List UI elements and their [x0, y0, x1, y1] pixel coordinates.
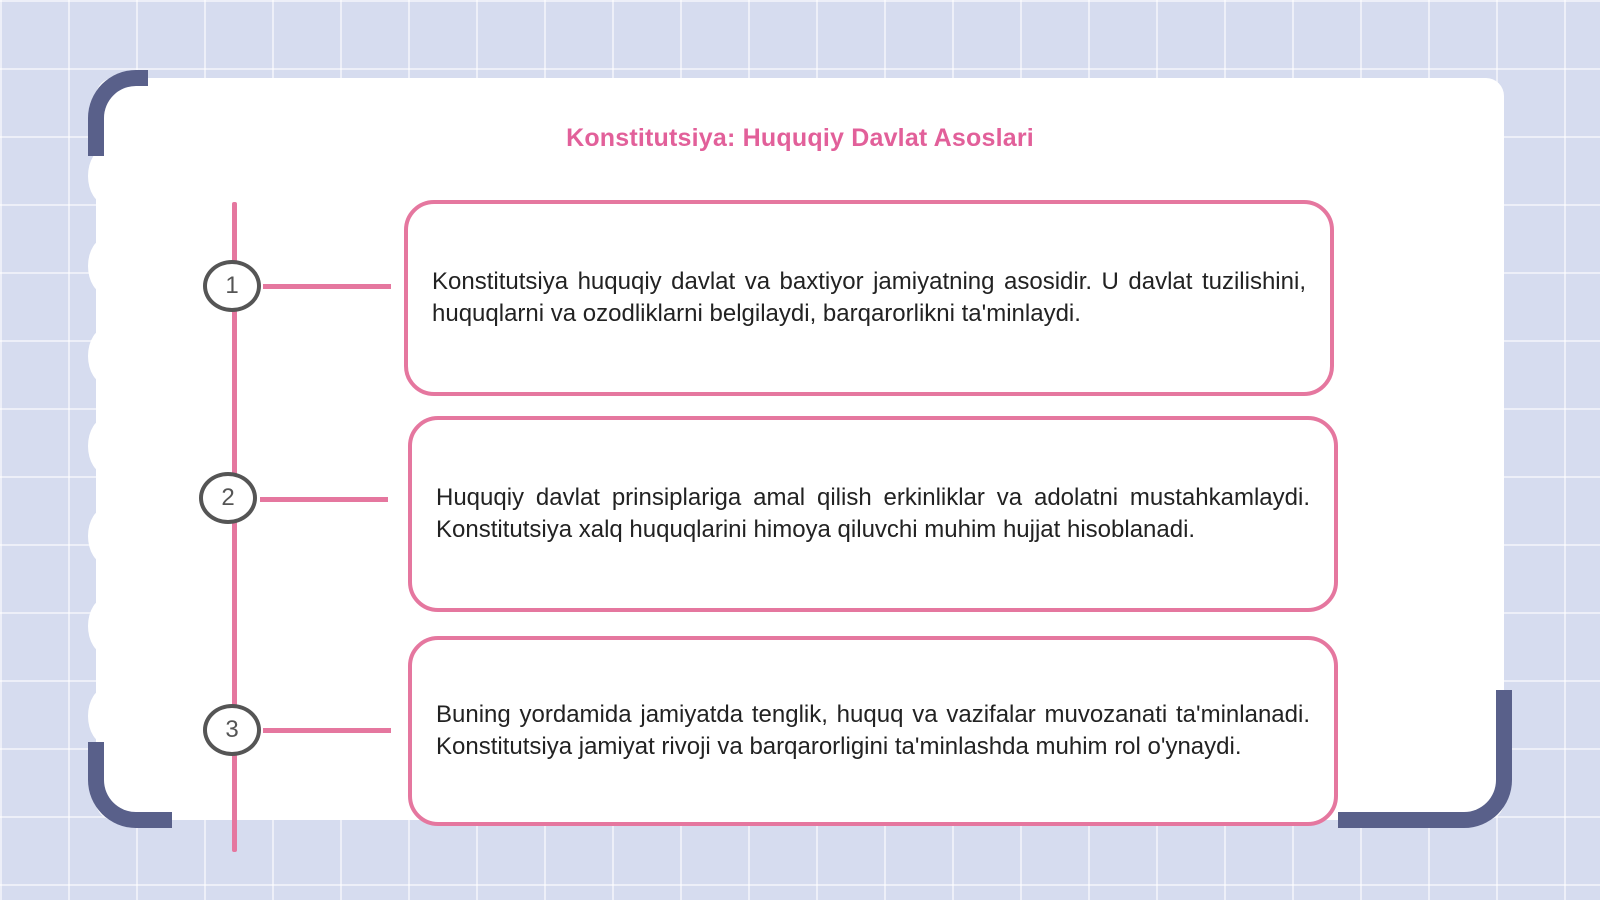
timeline-connector-2 [260, 497, 388, 502]
timeline-node-1: 1 [203, 260, 261, 312]
timeline-node-2: 2 [199, 472, 257, 524]
timeline-node-3: 3 [203, 704, 261, 756]
step-text-1: Konstitutsiya huquqiy davlat va baxtiyor jamiyatning asosidir. U davlat tuzilishini, huquqlarni va ozodliklarni belgilaydi, barqarorlikni ta'minlaydi. [432, 268, 1306, 327]
corner-bracket-bottom-left [88, 742, 172, 828]
paper-notch [88, 238, 124, 294]
paper-notch [88, 328, 124, 384]
step-box-1 [404, 200, 1334, 396]
step-text-3: Buning yordamida jamiyatda tenglik, huquq va vazifalar muvozanati ta'minlanadi. Konstitutsiya jamiyat rivoji va barqarorligini ta'minlashda muhim rol o'ynaydi. [436, 701, 1310, 760]
paper-notch [88, 148, 124, 204]
paper-notch [88, 598, 124, 654]
step-box-2 [408, 416, 1338, 612]
paper-notch [88, 418, 124, 474]
paper-notch [88, 508, 124, 564]
timeline-connector-3 [263, 728, 391, 733]
timeline-connector-1 [263, 284, 391, 289]
step-box-3 [408, 636, 1338, 826]
step-text-2: Huquqiy davlat prinsiplariga amal qilish erkinliklar va adolatni mustahkamlaydi. Konstitutsiya xalq huquqlarini himoya qiluvchi muhim hujjat hisoblanadi. [436, 484, 1310, 543]
corner-bracket-bottom-right [1338, 690, 1512, 828]
paper-notch [88, 688, 124, 744]
slide-title: Konstitutsiya: Huquqiy Davlat Asoslari [566, 124, 1034, 152]
